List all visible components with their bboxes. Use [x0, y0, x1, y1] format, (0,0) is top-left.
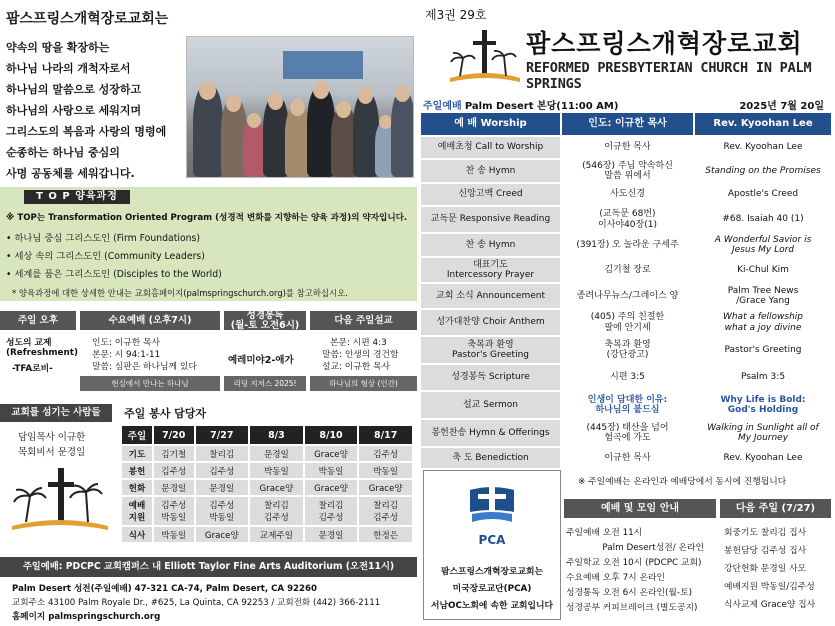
table-row [122, 527, 412, 542]
pca-cross-icon [466, 482, 518, 534]
duty-title: 주일 봉사 담당자 [124, 407, 207, 420]
duty-cell: 식사 [122, 527, 152, 542]
worship-english-item: Standing on the Promises [705, 165, 821, 176]
next-sermon-line: 설교: 이규한 목사 [322, 362, 391, 372]
servants-header: 교회를 섬기는 사람들 [0, 404, 112, 422]
duty-cell: 찰리김 [196, 446, 249, 461]
next-sermon-footer: 하나님의 형상 (인간) [310, 376, 417, 391]
worship-info-line [423, 97, 828, 112]
worship-english-item: What a fellowship what a joy divine [722, 312, 804, 333]
duty-cell: 문경일 [305, 527, 358, 542]
worship-korean-item: 시편 3:5 [610, 372, 645, 383]
gathering-line: Palm Desert성전/ 온라인 [566, 543, 704, 553]
duty-cell: 찰리김 김주성 [359, 497, 412, 525]
duty-cell: 김주성 [196, 463, 249, 478]
worship-english-item: A Wonderful Savior is Jesus My Lord [714, 234, 812, 255]
worship-english-item: Walking in Sunlight all of My Journey [707, 422, 819, 443]
church-logo-icon [448, 28, 522, 86]
duty-cell: Grace양 [305, 480, 358, 495]
duty-cell: 박동일 [154, 527, 194, 542]
worship-korean-item: 사도신경 [610, 189, 645, 200]
pca-line: 서남OC노회에 속한 교회입니다 [430, 601, 554, 611]
next-sunday-line: 식사교제 Grace양 집사 [724, 600, 816, 610]
intro-line: 그리스도의 복음과 사랑의 명령에 [6, 125, 167, 138]
intro-title: 팜스프링스개혁장로교회는 [6, 11, 169, 27]
worship-order-item: 설교 Sermon [421, 392, 560, 418]
wednesday-footer: 현실에서 만나는 하나님 [80, 376, 220, 391]
gatherings-header: 예배 및 모임 안내 [564, 499, 716, 518]
worship-english-item: Apostle's Creed [727, 189, 799, 200]
address-line: 홈페이지 palmspringschurch.org [12, 612, 161, 622]
duty-cell: 문경일 [154, 480, 194, 495]
afternoon-line: -TFA로비- [12, 364, 53, 374]
gathering-line: 주일예배 오전 11시 [566, 528, 643, 538]
worship-korean-item: (445장) 태산을 넘어 험곡에 가도 [586, 422, 669, 443]
pca-line: 미국장로교단(PCA) [452, 584, 532, 594]
worship-col-order: 예 배 Worship [421, 113, 560, 135]
worship-order-item: 찬 송 Hymn [421, 160, 560, 182]
duty-cell: 김기철 [154, 446, 194, 461]
worship-order-item: 찬 송 Hymn [421, 234, 560, 256]
address-line: 교회주소 43100 Palm Royale Dr., #625, La Quinta, CA 92253 / 교회전화 (442) 366-2111 [12, 598, 381, 608]
duty-cell: 김주성 박동일 [154, 497, 194, 525]
worship-order-item: 신앙고백 Creed [421, 184, 560, 205]
worship-korean-item: 이규한 목사 [604, 452, 651, 463]
intro-line: 하나님의 말씀으로 성장하고 [6, 83, 142, 96]
next-sunday-line: 강단헌화 문경일 사모 [724, 564, 807, 574]
worship-english-item: Rev. Kyoohan Lee [723, 142, 803, 153]
duty-head: 7/27 [196, 426, 249, 444]
intro-line: 사명 공동체를 세워갑니다. [6, 167, 135, 180]
next-sunday-header: 다음 주일 (7/27) [720, 499, 831, 518]
next-sermon-line: 본문: 시편 4:3 [330, 338, 387, 348]
worship-order-item: 교회 소식 Announcement [421, 284, 560, 308]
duty-head: 8/3 [250, 426, 303, 444]
wednesday-line: 인도: 이규한 목사 [92, 338, 161, 348]
duty-head: 주일 [122, 426, 152, 444]
col-header-next-sermon: 다음 주일설교 [310, 311, 417, 330]
worship-order-item: 성경봉독 Scripture [421, 365, 560, 390]
duty-cell: 봉헌 [122, 463, 152, 478]
reading-line: 예레미야2-애가 [228, 355, 294, 366]
top-program-panel [0, 187, 417, 301]
table-row [122, 497, 412, 525]
worship-english-item: Palm Tree News /Grace Yang [727, 285, 799, 306]
worship-col-english: Rev. Kyoohan Lee [695, 113, 831, 135]
duty-cell: 문경일 [196, 480, 249, 495]
worship-english-item: Rev. Kyoohan Lee [723, 452, 803, 463]
duty-cell: Grace양 [359, 480, 412, 495]
wednesday-line: 말씀: 심판은 하나님께 있다 [92, 362, 197, 372]
duty-cell: 찰리김 김주성 [250, 497, 303, 525]
worship-korean-item: (교독문 68번) 이사야40장(1) [598, 209, 657, 230]
top-note: * 양육과정에 대한 상세한 안내는 교회홈페이지(palmspringschurch.org)를 참고하십시오. [12, 288, 348, 298]
afternoon-line: 성도의 교제 [6, 338, 52, 348]
top-program-header: T O P 양육과정 [24, 190, 130, 204]
servant-line: 목회비서 문경일 [18, 447, 86, 458]
col-header-afternoon: 주일 오후 [0, 311, 76, 330]
church-name-korean: 팜스프링스개혁장로교회 [526, 29, 803, 58]
worship-order-item: 예배초청 Call to Worship [421, 137, 560, 158]
worship-english-item: Why Life is Bold: God's Holding [720, 394, 806, 415]
table-row [122, 480, 412, 495]
afternoon-line: (Refreshment) [6, 348, 79, 358]
reading-footer: 리딩 지저스 2025! [224, 376, 306, 391]
next-sunday-line: 예배지원 박동일/김주성 [724, 582, 815, 592]
worship-english-item: Pastor's Greeting [724, 344, 802, 355]
duty-cell: 박동일 [250, 463, 303, 478]
intro-line: 순종하는 하나님 중심의 [6, 146, 120, 159]
duty-cell: 예배 지원 [122, 497, 152, 525]
address-line: Palm Desert 성전(주일예배) 47-321 CA-74, Palm Desert, CA 92260 [12, 584, 317, 594]
col-header-reading: 성경통독 (월-토 오전6시) [224, 311, 306, 330]
duty-head: 8/10 [305, 426, 358, 444]
duty-cell: 문경일 [250, 446, 303, 461]
next-sunday-line: 회중기도 찰리김 집사 [724, 528, 807, 538]
worship-korean-item: 김기철 장로 [604, 264, 651, 275]
next-sermon-line: 말씀: 인생의 경건함 [322, 350, 399, 360]
worship-korean-item: (405) 주의 친절한 팔에 안기세 [590, 312, 665, 333]
worship-korean-item: 이규한 목사 [604, 142, 651, 153]
duty-cell: 헌화 [122, 480, 152, 495]
intro-line: 약속의 땅을 확장하는 [6, 41, 110, 54]
worship-korean-item: 축복과 환영 (강단광고) [604, 339, 651, 360]
duty-head: 7/20 [154, 426, 194, 444]
duty-cell: 박동일 [305, 463, 358, 478]
top-description: ※ TOP는 Transformation Oriented Program (성경적 변화를 지향하는 양육 과정)의 약자입니다. [6, 213, 408, 223]
duty-cell: 김주성 박동일 [196, 497, 249, 525]
duty-cell: 김주성 [359, 446, 412, 461]
table-row [122, 446, 412, 461]
worship-order-item: 교독문 Responsive Reading [421, 207, 560, 232]
next-sunday-line: 봉헌담당 김주성 집사 [724, 546, 807, 556]
top-item: • 세계를 품은 그리스도인 (Disciples to the World) [6, 269, 222, 280]
intro-line: 하나님 나라의 개척자로서 [6, 62, 131, 75]
servant-line: 담임목사 이규한 [18, 432, 86, 443]
duty-cell: Grace양 [196, 527, 249, 542]
worship-korean-item: (391장) 오 놀라운 구세주 [576, 239, 679, 250]
duty-cell: 김주성 [154, 463, 194, 478]
gathering-line: 수요예배 오후 7시 온라인 [566, 573, 665, 583]
pca-logo-text: PCA [478, 533, 506, 547]
worship-col-korean: 인도: 이규한 목사 [562, 113, 693, 135]
gathering-line: 성경공부 커피브레이크 (별도공지) [566, 603, 698, 613]
duty-cell: 기도 [122, 446, 152, 461]
issue-number: 제3권 29호 [425, 8, 487, 22]
worship-order-item: 성가대찬양 Choir Anthem [421, 310, 560, 335]
top-item: • 세상 속의 그리스도인 (Community Leaders) [6, 251, 205, 262]
worship-date: 2025년 7월 20일 [739, 101, 824, 112]
worship-english-item: #68. Isaiah 40 (1) [722, 214, 804, 225]
worship-korean-item: 종려나무뉴스/그레이스 양 [576, 290, 679, 301]
worship-order-item: 축복과 환영 Pastor's Greeting [421, 337, 560, 363]
intro-line: 하나님의 사랑으로 세워지며 [6, 104, 142, 117]
wednesday-line: 본문: 시 94:1-11 [92, 350, 161, 360]
pca-line: 팜스프링스개혁장로교회는 [441, 567, 543, 577]
duty-head: 8/17 [359, 426, 412, 444]
worship-location-bar: 주일예배: PDCPC 교회캠퍼스 내 Elliott Taylor Fine Arts Auditorium (오전11시) [0, 557, 417, 577]
congregation-photo [186, 36, 414, 178]
gathering-line: 성경통독 오전 6시 온라인(월-토) [566, 588, 692, 598]
worship-order-item: 대표기도 Intercessory Prayer [421, 258, 560, 282]
worship-korean-item: 인생이 담대한 이유: 하나님의 붙드심 [587, 394, 668, 415]
palm-cross-logo [8, 462, 112, 536]
worship-english-item: Ki-Chul Kim [737, 264, 789, 275]
top-item: • 하나님 중심 그리스도인 (Firm Foundations) [6, 233, 201, 244]
worship-label: 주일예배 [423, 101, 462, 112]
worship-korean-item: (546장) 주님 약속하신 말씀 위에서 [582, 160, 673, 181]
worship-place: Palm Desert 본당(11:00 AM) [464, 101, 619, 112]
worship-english-item: Psalm 3:5 [740, 372, 786, 383]
duty-cell: 교제주일 [250, 527, 303, 542]
duty-cell: 찰리김 김주성 [305, 497, 358, 525]
church-name-english: REFORMED PRESBYTERIAN CHURCH IN PALM SPRINGS [526, 60, 812, 92]
duty-cell: Grace양 [250, 480, 303, 495]
table-row [122, 463, 412, 478]
gathering-line: 주일학교 오전 10시 (PDCPC 교회) [566, 558, 702, 568]
duty-table [120, 424, 414, 544]
worship-note: ※ 주일예배는 온라인과 예배당에서 동시에 진행됩니다 [578, 477, 787, 487]
col-header-wednesday: 수요예배 (오후7시) [80, 311, 220, 330]
duty-cell: Grace양 [305, 446, 358, 461]
worship-order-item: 축 도 Benediction [421, 448, 560, 468]
worship-order-item: 봉헌찬송 Hymn & Offerings [421, 420, 560, 446]
duty-cell: 박동일 [359, 463, 412, 478]
duty-cell: 한정은 [359, 527, 412, 542]
